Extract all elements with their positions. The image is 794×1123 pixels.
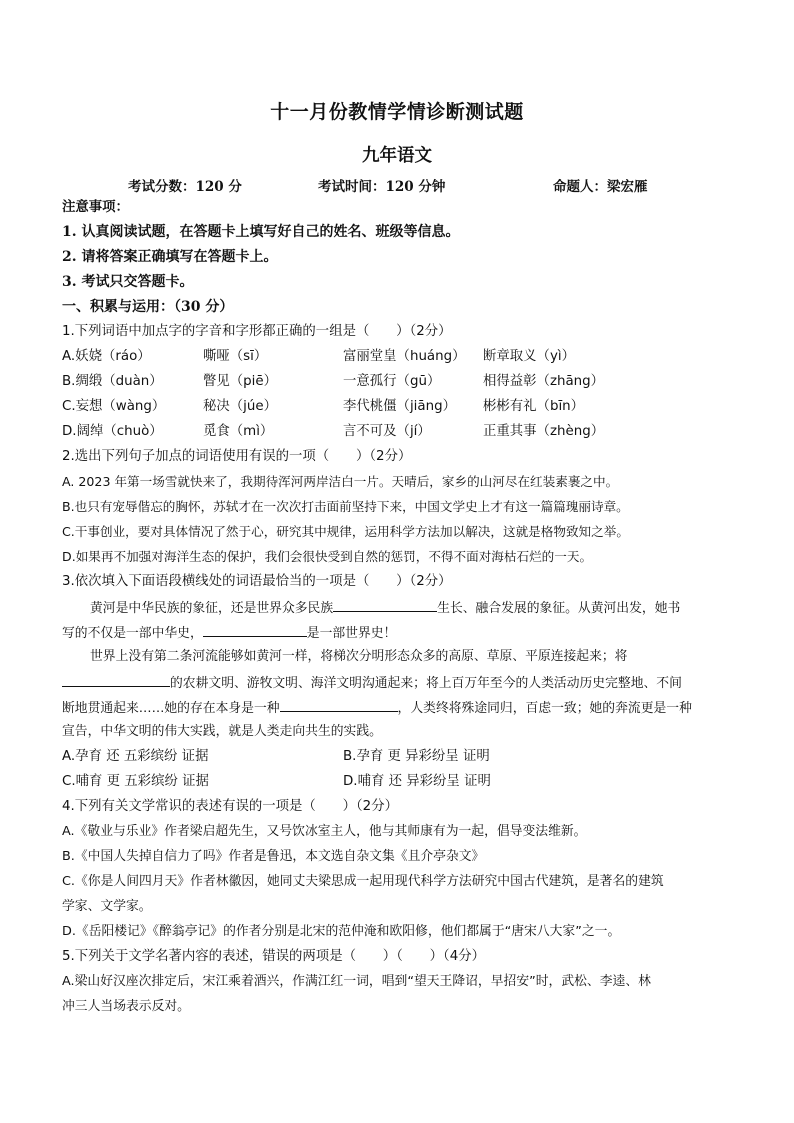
q3-option: C.哺育 更 五彩缤纷 证据 (62, 774, 209, 789)
q1-option: 秘决（júe） (203, 399, 278, 414)
q1-option: 觅食（mì） (203, 424, 274, 439)
q1-option: 嘶哑（sī） (203, 349, 268, 364)
exam-time: 考试时间：120 分钟 (318, 179, 446, 195)
q3-passage-line (62, 622, 734, 644)
q4-option: C.《你是人间四月天》作者林徽因，她同丈夫梁思成一起用现代科学方法研究中国古代建筑，是著名的建筑 (62, 874, 664, 889)
q3-option: D.哺育 还 异彩纷呈 证明 (343, 774, 491, 789)
q4-option: 学家、文学家。 (62, 899, 152, 914)
q3-text: 黄河是中华民族的象征，还是世界众多民族 (90, 601, 334, 616)
q1-option: 瞥见（piē） (203, 374, 278, 389)
q3-option: B.孕育 更 异彩纷呈 证明 (343, 749, 490, 764)
question-2-stem: 2.选出下列句子加点的词语使用有误的一项（ ）（2分） (62, 449, 412, 464)
note-item: 3. 考试只交答题卡。 (62, 274, 194, 290)
q4-option: A.《敬业与乐业》作者梁启超先生，又号饮冰室主人，他与其师康有为一起，倡导变法维新。 (62, 824, 587, 839)
question-5-stem: 5.下列关于文学名著内容的表述，错误的两项是（ ）（ ）（4分） (62, 949, 486, 964)
question-1-stem: 1.下列词语中加点字的字音和字形都正确的一组是（ ）（2分） (62, 324, 452, 339)
answer-blank (280, 697, 398, 712)
q3-passage-line (62, 672, 734, 694)
answer-blank (333, 597, 437, 612)
q3-passage-line: 宣告，中华文明的伟大实践，就是人类走向共生的实践。 (62, 724, 382, 739)
exam-score: 考试分数：120 分 (128, 179, 242, 195)
q1-option: B.绸缎（duàn） (62, 374, 163, 389)
q3-passage-line (62, 697, 734, 719)
q2-option: B.也只有宠辱偕忘的胸怀，苏轼才在一次次打击面前坚持下来，中国文学史上才有这一篇篇瑰丽诗章。 (62, 499, 629, 514)
question-3-stem: 3.依次填入下面语段横线处的词语最恰当的一项是（ ）（2分） (62, 574, 452, 589)
question-4-stem: 4.下列有关文学常识的表述有误的一项是（ ）（2分） (62, 799, 398, 814)
q1-option: 相得益彰（zhāng） (483, 374, 605, 389)
answer-blank (203, 622, 307, 637)
q5-option: 冲三人当场表示反对。 (62, 999, 190, 1014)
note-item: 1. 认真阅读试题，在答题卡上填写好自己的姓名、班级等信息。 (62, 224, 460, 240)
q1-option: D.阔绰（chuò） (62, 424, 163, 439)
q3-passage-line (90, 597, 734, 619)
q3-text: 断地贯通起来……她的存在本身是一种 (62, 701, 280, 716)
q1-option: 富丽堂皇（huáng） (343, 349, 466, 364)
q1-option: 断章取义（yì） (483, 349, 575, 364)
note-item: 2. 请将答案正确填写在答题卡上。 (62, 249, 278, 265)
q3-text: 生长、融合发展的象征。从黄河出发，她书 (437, 601, 681, 616)
q1-option: A.妖娆（ráo） (62, 349, 151, 364)
q3-text: 是一部世界史！ (306, 626, 397, 641)
q1-option: 言不可及（jí） (343, 424, 431, 439)
q4-option: D.《岳阳楼记》《醉翁亭记》的作者分别是北宋的范仲淹和欧阳修，他们都属于“唐宋八大家”之一。 (62, 924, 621, 939)
q1-option: 彬彬有礼（bīn） (483, 399, 585, 414)
notes-heading: 注意事项： (62, 199, 129, 215)
q2-option: D.如果再不加强对海洋生态的保护，我们会很快受到自然的惩罚，不得不面对海枯石烂的一天。 (62, 549, 593, 564)
exam-author: 命题人：梁宏雁 (553, 179, 648, 195)
q1-option: 李代桃僵（jiāng） (343, 399, 456, 414)
exam-subtitle: 九年语文 (362, 146, 432, 166)
q3-passage-line: 世界上没有第二条河流能够如黄河一样，将梯次分明形态众多的高原、草原、平原连接起来；将 (90, 649, 628, 664)
section-heading: 一、积累与运用：（30 分） (62, 299, 234, 315)
exam-title: 十一月份教情学情诊断测试题 (270, 101, 524, 123)
q3-text: 的农耕文明、游牧文明、海洋文明沟通起来；将上百万年至今的人类活动历史完整地、不间 (170, 676, 682, 691)
q2-option: C.干事创业，要对具体情况了然于心，研究其中规律，运用科学方法加以解决，这就是格物致知之举。 (62, 524, 629, 539)
q1-option: 一意孤行（gū） (343, 374, 441, 389)
q3-text: 写的不仅是一部中华史， (62, 626, 203, 641)
answer-blank (62, 672, 170, 687)
q3-option: A.孕育 还 五彩缤纷 证据 (62, 749, 209, 764)
q4-option: B.《中国人失掉自信力了吗》作者是鲁迅，本文选自杂文集《且介亭杂文》 (62, 849, 485, 864)
q5-option: A.梁山好汉座次排定后，宋江乘着酒兴，作满江红一词，唱到“望天王降诏，早招安”时，武松、李逵、林 (62, 974, 651, 989)
q1-option: C.妄想（wàng） (62, 399, 166, 414)
q3-text: ，人类终将殊途同归，百虑一致；她的奔流更是一种 (397, 701, 692, 716)
q2-option: A. 2023 年第一场雪就快来了，我期待浑河两岸洁白一片。天晴后，家乡的山河尽在红装素裹之中。 (62, 474, 619, 489)
q1-option: 正重其事（zhèng） (483, 424, 605, 439)
